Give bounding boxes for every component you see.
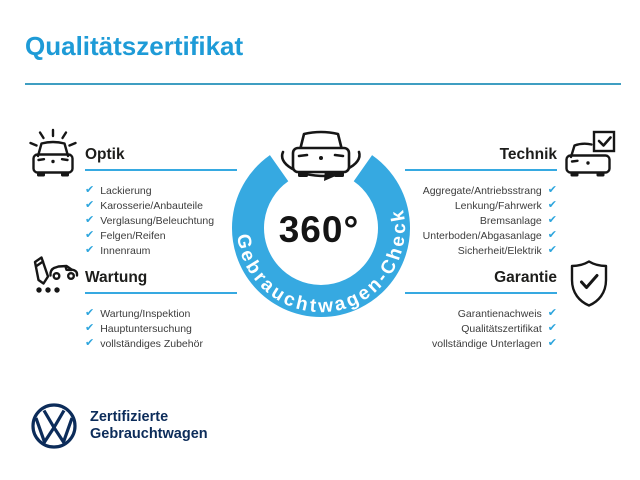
- checklist-label: Verglasung/Beleuchtung: [100, 214, 215, 227]
- checklist-item: [405, 336, 557, 351]
- checklist-label: Aggregate/Antriebsstrang: [422, 184, 542, 197]
- check-icon: ✔: [85, 337, 95, 349]
- checklist-item: [85, 336, 237, 351]
- service-note-icon: [32, 255, 80, 297]
- ring-label: Gebrauchtwagen-Check: [231, 205, 411, 318]
- check-icon: ✔: [547, 184, 557, 196]
- checklist-label: Sicherheit/Elektrik: [457, 244, 542, 257]
- section-title-optik: Optik: [85, 145, 237, 171]
- section-title-garantie: Garantie: [405, 268, 557, 294]
- checklist-label: vollständiges Zubehör: [100, 337, 203, 350]
- car-shine-icon: [25, 128, 81, 184]
- brand-text: [90, 409, 208, 444]
- check-icon: ✔: [85, 229, 95, 241]
- check-icon: ✔: [547, 307, 557, 319]
- checklist-label: Wartung/Inspektion: [100, 307, 191, 320]
- car-front-rotate-icon: [282, 132, 359, 181]
- check-icon: ✔: [547, 214, 557, 226]
- checklist-label: Karosserie/Anbauteile: [100, 199, 203, 212]
- page-title: Qualitätszertifikat: [25, 31, 244, 61]
- check-icon: ✔: [547, 244, 557, 256]
- check-icon: ✔: [547, 337, 557, 349]
- check-icon: ✔: [85, 244, 95, 256]
- check-icon: ✔: [85, 322, 95, 334]
- shield-check-icon: [567, 259, 611, 309]
- checklist-label: Unterboden/Abgasanlage: [422, 229, 542, 242]
- check-icon: ✔: [547, 199, 557, 211]
- checklist-label: Lenkung/Fahrwerk: [454, 199, 542, 212]
- checklist-label: Lackierung: [100, 184, 152, 197]
- check-icon: ✔: [85, 199, 95, 211]
- checklist-label: Felgen/Reifen: [100, 229, 166, 242]
- car-checkbox-icon: [561, 130, 619, 182]
- checklist-label: vollständige Unterlagen: [432, 337, 542, 350]
- degrees-label: 360°: [278, 209, 360, 250]
- checklist-label: Qualitätszertifikat: [461, 322, 542, 335]
- check-icon: ✔: [547, 322, 557, 334]
- brand-line2: Gebrauchtwagen: [90, 426, 208, 442]
- section-title-technik: Technik: [405, 145, 557, 171]
- brand-line1: Zertifizierte: [90, 408, 169, 425]
- checklist-label: Innenraum: [100, 244, 151, 257]
- title-divider: [25, 83, 621, 85]
- check-icon: ✔: [85, 184, 95, 196]
- checklist-label: Hauptuntersuchung: [100, 322, 192, 335]
- vw-logo-icon: [30, 402, 78, 450]
- section-title-wartung: Wartung: [85, 268, 237, 294]
- brand-footer: [30, 402, 208, 450]
- ring-360-graphic: [201, 118, 441, 330]
- check-icon: ✔: [85, 307, 95, 319]
- check-icon: ✔: [547, 229, 557, 241]
- check-icon: ✔: [85, 214, 95, 226]
- checklist-label: Garantienachweis: [457, 307, 542, 320]
- checklist-label: Bremsanlage: [479, 214, 542, 227]
